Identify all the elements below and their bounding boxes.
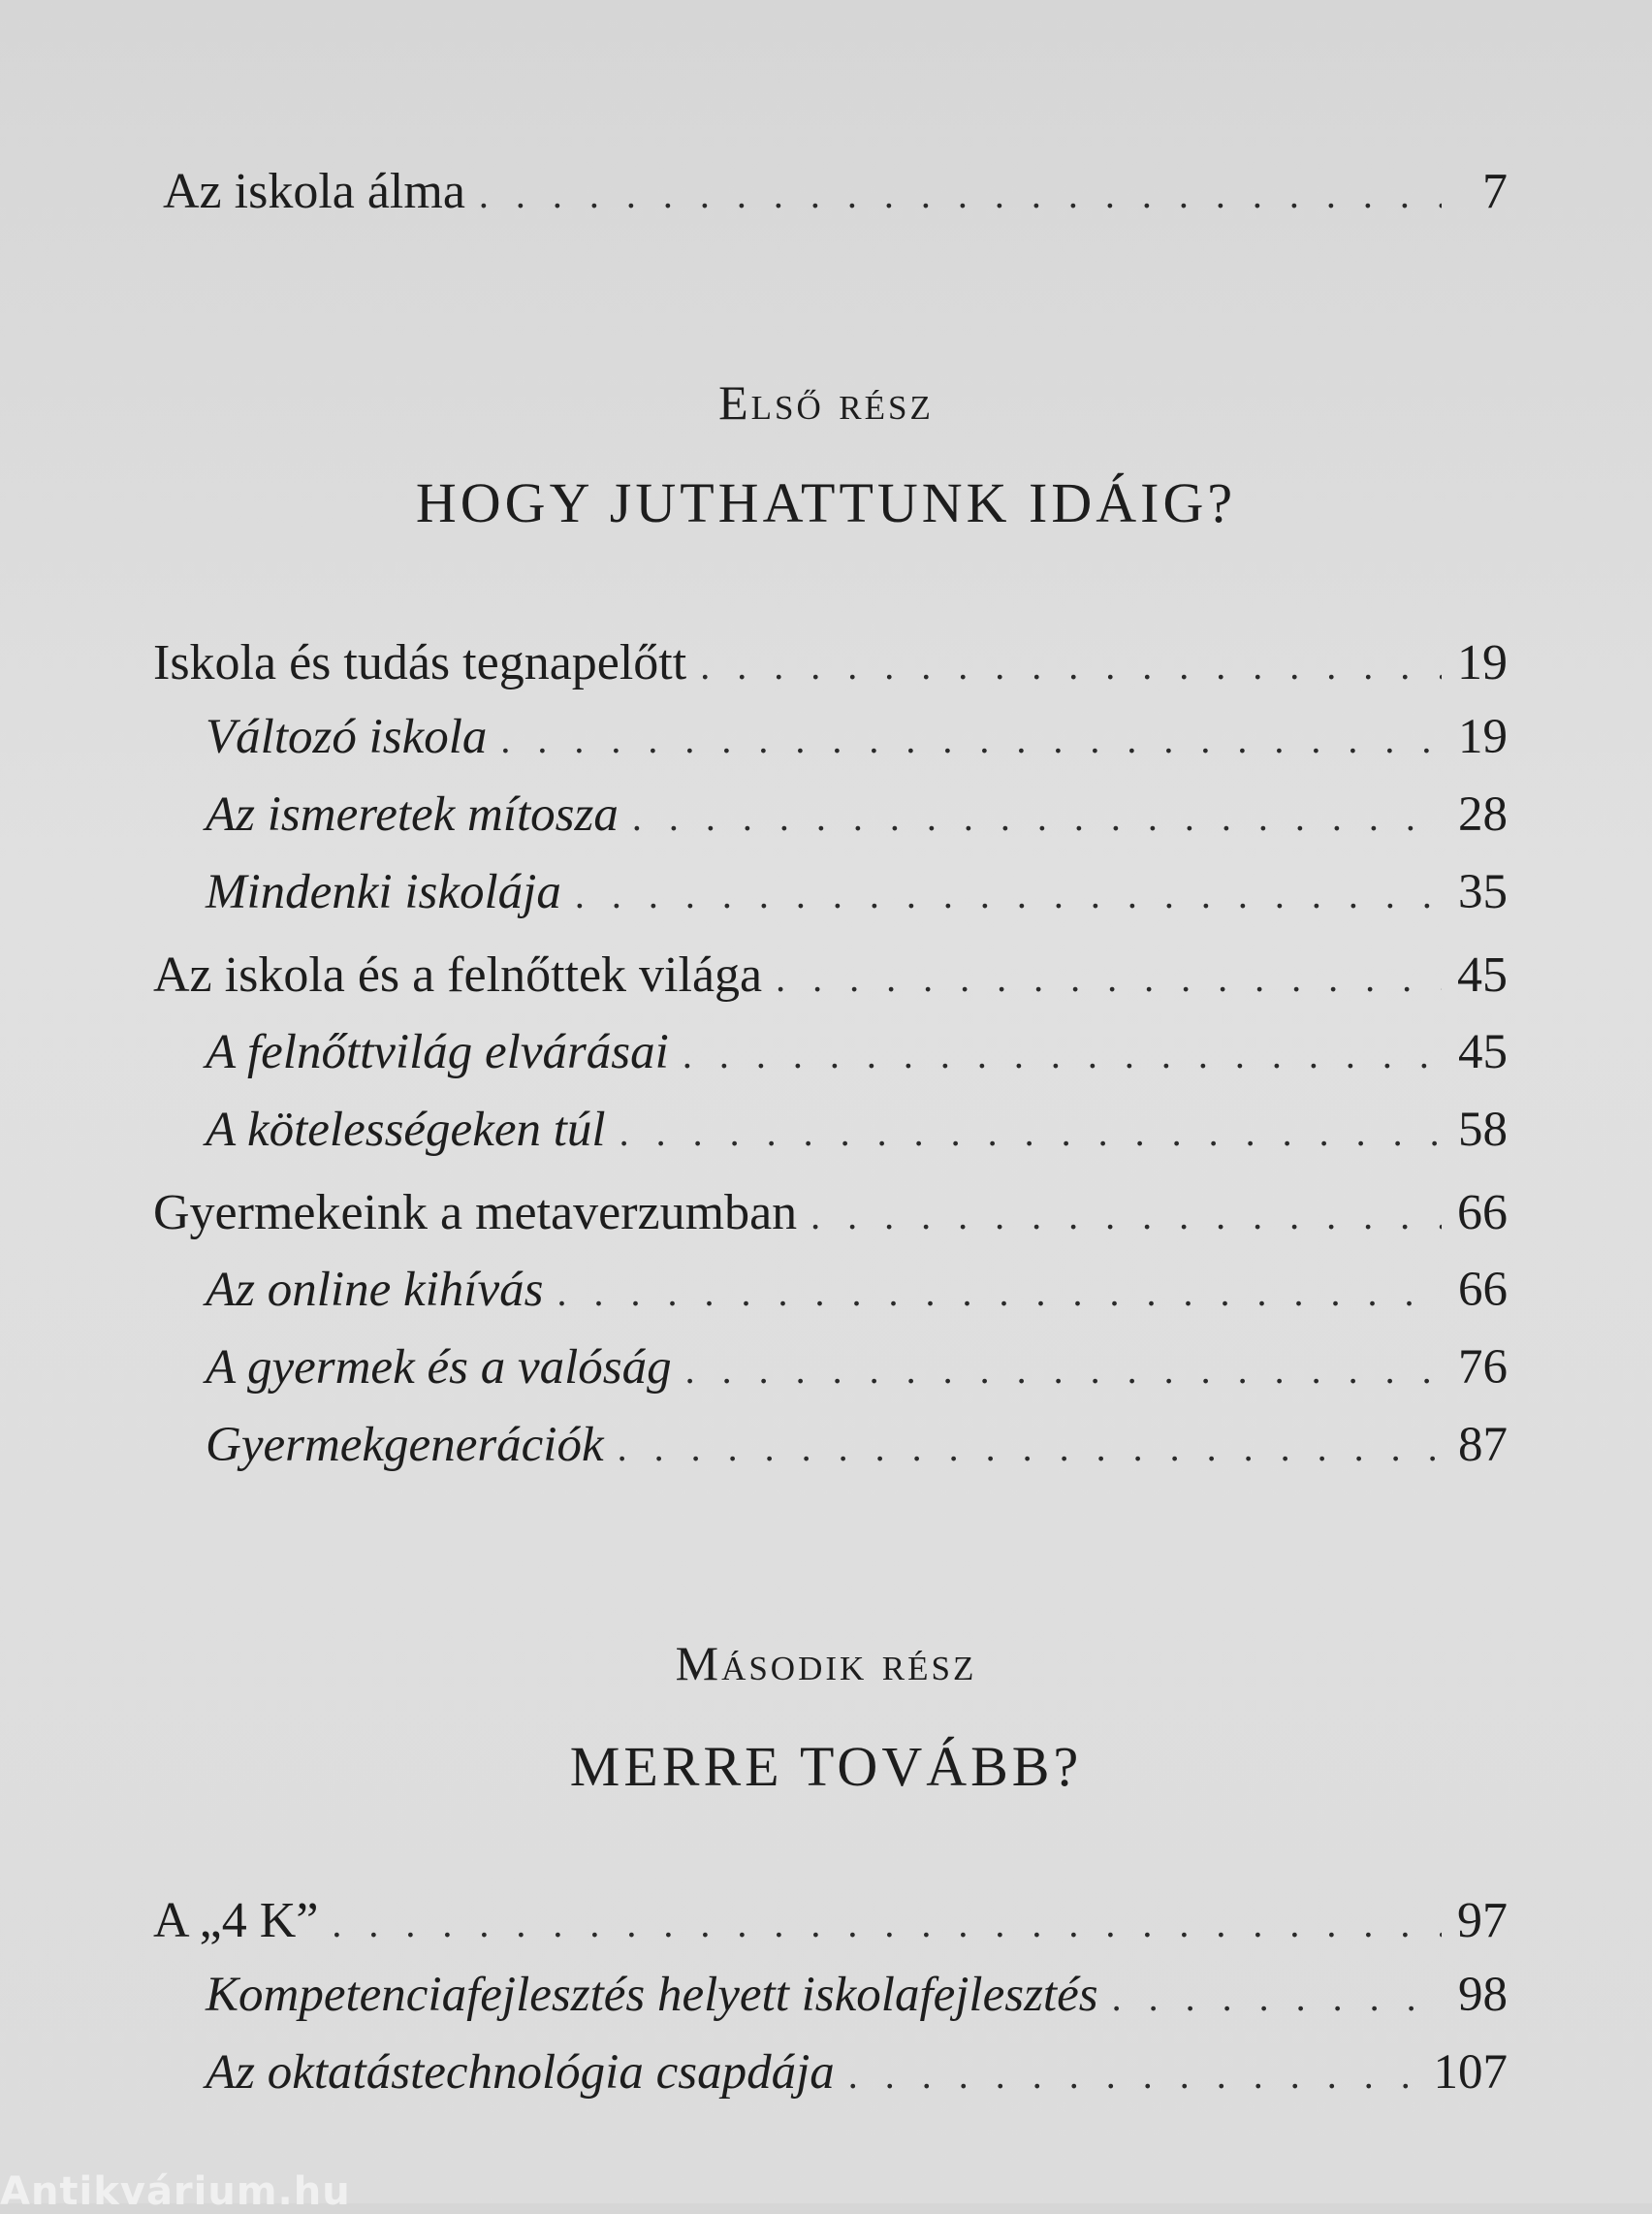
toc-entry-page: 19 [1457,635,1508,690]
toc-entry-page: 7 [1482,164,1508,219]
part-one-label: Első rész [718,375,934,430]
toc-entry-section[interactable] [206,1263,1508,1317]
toc-entry-title: A kötelességeken túl [206,1103,606,1157]
toc-entry-section[interactable] [206,1025,1508,1079]
dot-leader [575,876,1442,914]
dot-leader [776,959,1442,998]
toc-entry-title: Iskola és tudás tegnapelőtt [153,635,687,690]
toc-entry-title: Az iskola és a felnőttek világa [153,947,763,1003]
toc-entry-page: 66 [1457,1185,1508,1240]
part-two-title: MERRE TOVÁBB? [569,1735,1083,1798]
toc-entry-title: Gyermekgenerációk [206,1418,604,1472]
toc-entry-page: 76 [1458,1340,1508,1395]
toc-entry-title: A gyermek és a valóság [206,1340,672,1395]
toc-entry-section[interactable] [206,710,1508,764]
part-one-title: HOGY JUTHATTUNK IDÁIG? [415,471,1237,534]
toc-entry-page: 19 [1458,710,1508,764]
dot-leader [620,1113,1442,1152]
toc-entry-chapter[interactable] [153,1893,1508,1948]
toc-entry-page: 107 [1433,2045,1508,2100]
toc-entry-section[interactable] [206,2045,1508,2100]
dot-leader [556,1273,1442,1312]
dot-leader [1112,1978,1442,2017]
toc-entry-section[interactable] [206,1340,1508,1395]
dot-leader [332,1905,1442,1943]
toc-entry-section[interactable] [206,1968,1508,2022]
toc-entry-title: Kompetenciafejlesztés helyett iskolafejlesztés [206,1968,1098,2022]
toc-entry-page: 35 [1458,865,1508,919]
toc-entry-page: 45 [1458,1025,1508,1079]
toc-entry-page: 97 [1457,1893,1508,1948]
dot-leader [500,721,1442,759]
toc-entry-chapter[interactable] [153,635,1508,690]
toc-entry-section[interactable] [206,1418,1508,1472]
toc-entry-title: Mindenki iskolája [206,865,561,919]
toc-entry-chapter[interactable] [153,947,1508,1003]
toc-entry-title: Az ismeretek mítosza [206,787,619,842]
watermark: Antikvárium.hu [0,2169,351,2214]
toc-entry-chapter[interactable] [153,1185,1508,1240]
dot-leader [700,647,1442,686]
dot-leader [632,798,1442,837]
toc-entry-title: Gyermekeink a metaverzumban [153,1185,798,1240]
dot-leader [683,1036,1442,1075]
toc-entry-title: Az online kihívás [206,1263,544,1317]
toc-entry-title: A felnőttvilág elvárásai [206,1025,669,1079]
toc-entry-section[interactable] [206,865,1508,919]
dot-leader [479,176,1442,214]
toc-entry-page: 87 [1458,1418,1508,1472]
toc-entry-title: Az oktatástechnológia csapdája [206,2045,835,2100]
toc-entry-section[interactable] [206,1103,1508,1157]
toc-entry-title: Változó iskola [206,710,488,764]
toc-entry-title: Az iskola álma [163,164,465,219]
toc-entry-page: 28 [1458,787,1508,842]
dot-leader [848,2056,1422,2095]
dot-leader [810,1197,1442,1235]
toc-entry-intro[interactable] [163,164,1508,219]
toc-entry-section[interactable] [206,787,1508,842]
toc-entry-page: 66 [1458,1263,1508,1317]
toc-entry-page: 45 [1457,947,1508,1003]
toc-entry-page: 98 [1458,1968,1508,2022]
part-two-label: Második rész [675,1636,977,1690]
toc-entry-page: 58 [1458,1103,1508,1157]
toc-entry-title: A „4 K” [153,1893,319,1948]
dot-leader [618,1428,1442,1467]
dot-leader [685,1351,1442,1390]
